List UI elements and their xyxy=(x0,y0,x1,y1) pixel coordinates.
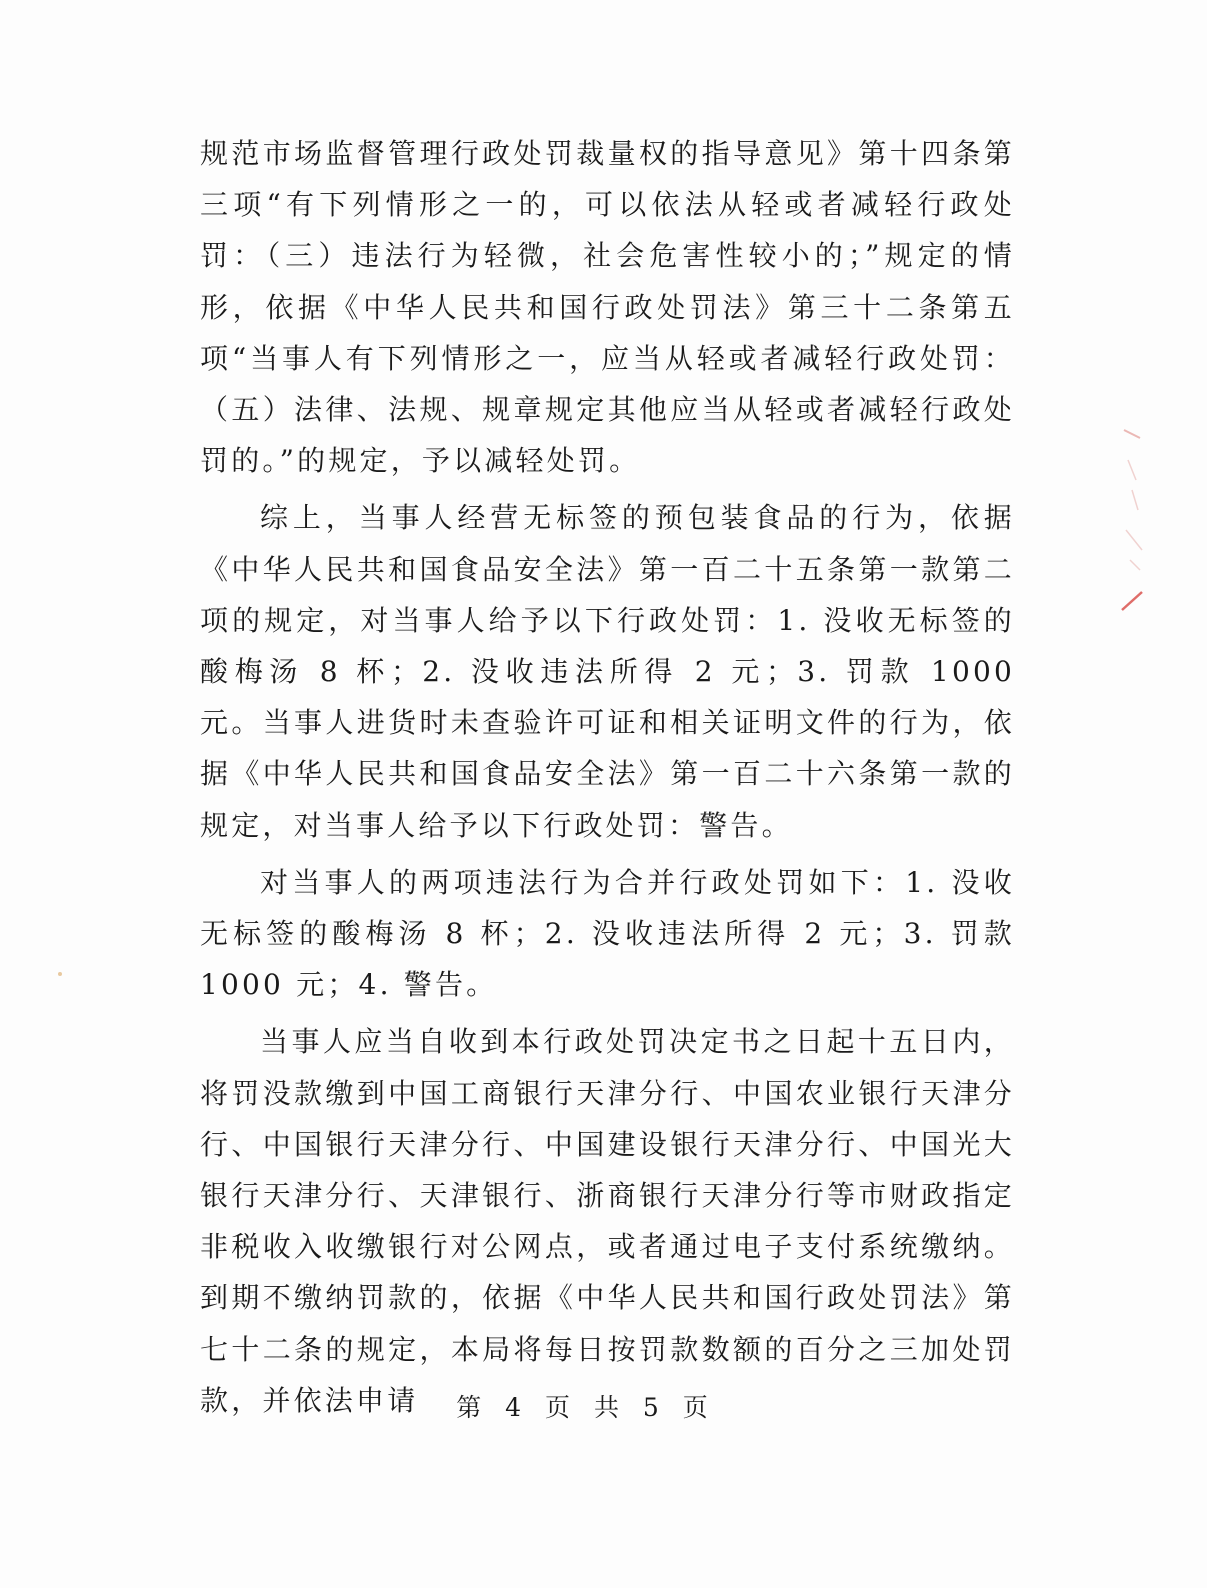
scan-speck xyxy=(58,972,62,976)
paragraph-payment-instructions: 当事人应当自收到本行政处罚决定书之日起十五日内，将罚没款缴到中国工商银行天津分行、中国农业银行天津分行、中国银行天津分行、中国建设银行天津分行、中国光大银行天津分行、天津银行、浙商银行天津分行等市财政指定非税收入收缴银行对公网点，或者通过电子支付系统缴纳。到期不缴纳罚款的，依据《中华人民共和国行政处罚法》第七十二条的规定，本局将每日按罚款数额的百分之三加处罚款，并依法申请 xyxy=(200,1025,1015,1417)
document-body xyxy=(200,128,1015,1426)
seal-edge-mark xyxy=(1118,420,1148,620)
paragraph-mitigation: 规范市场监督管理行政处罚裁量权的指导意见》第十四条第三项“有下列情形之一的，可以依法从轻或者减轻行政处罚：（三）违法行为轻微，社会危害性较小的；”规定的情形，依据《中华人民共和国行政处罚法》第三十二条第五项“当事人有下列情形之一，应当从轻或者减轻行政处罚：（五）法律、法规、规章规定其他应当从轻或者减轻行政处罚的。”的规定，予以减轻处罚。 xyxy=(200,137,1015,478)
paragraph-combined-penalty: 对当事人的两项违法行为合并行政处罚如下：1. 没收无标签的酸梅汤 8 杯；2. 没收违法所得 2 元；3. 罚款 1000 元；4. 警告。 xyxy=(200,865,1015,1002)
paragraph-summary: 综上，当事人经营无标签的预包装食品的行为，依据《中华人民共和国食品安全法》第一百二十五条第一款第二项的规定，对当事人给予以下行政处罚：1. 没收无标签的酸梅汤 8 杯；2. 没收违法所得 2 元；3. 罚款 1000 元。当事人进货时未查验许可证和相关证明文件的行为，依据《中华人民共和国食品安全法》第一百二十六条第一款的规定，对当事人给予以下行政处罚：警告。 xyxy=(200,501,1015,842)
page-number-footer: 第 4 页 共 5 页 xyxy=(456,1393,716,1422)
